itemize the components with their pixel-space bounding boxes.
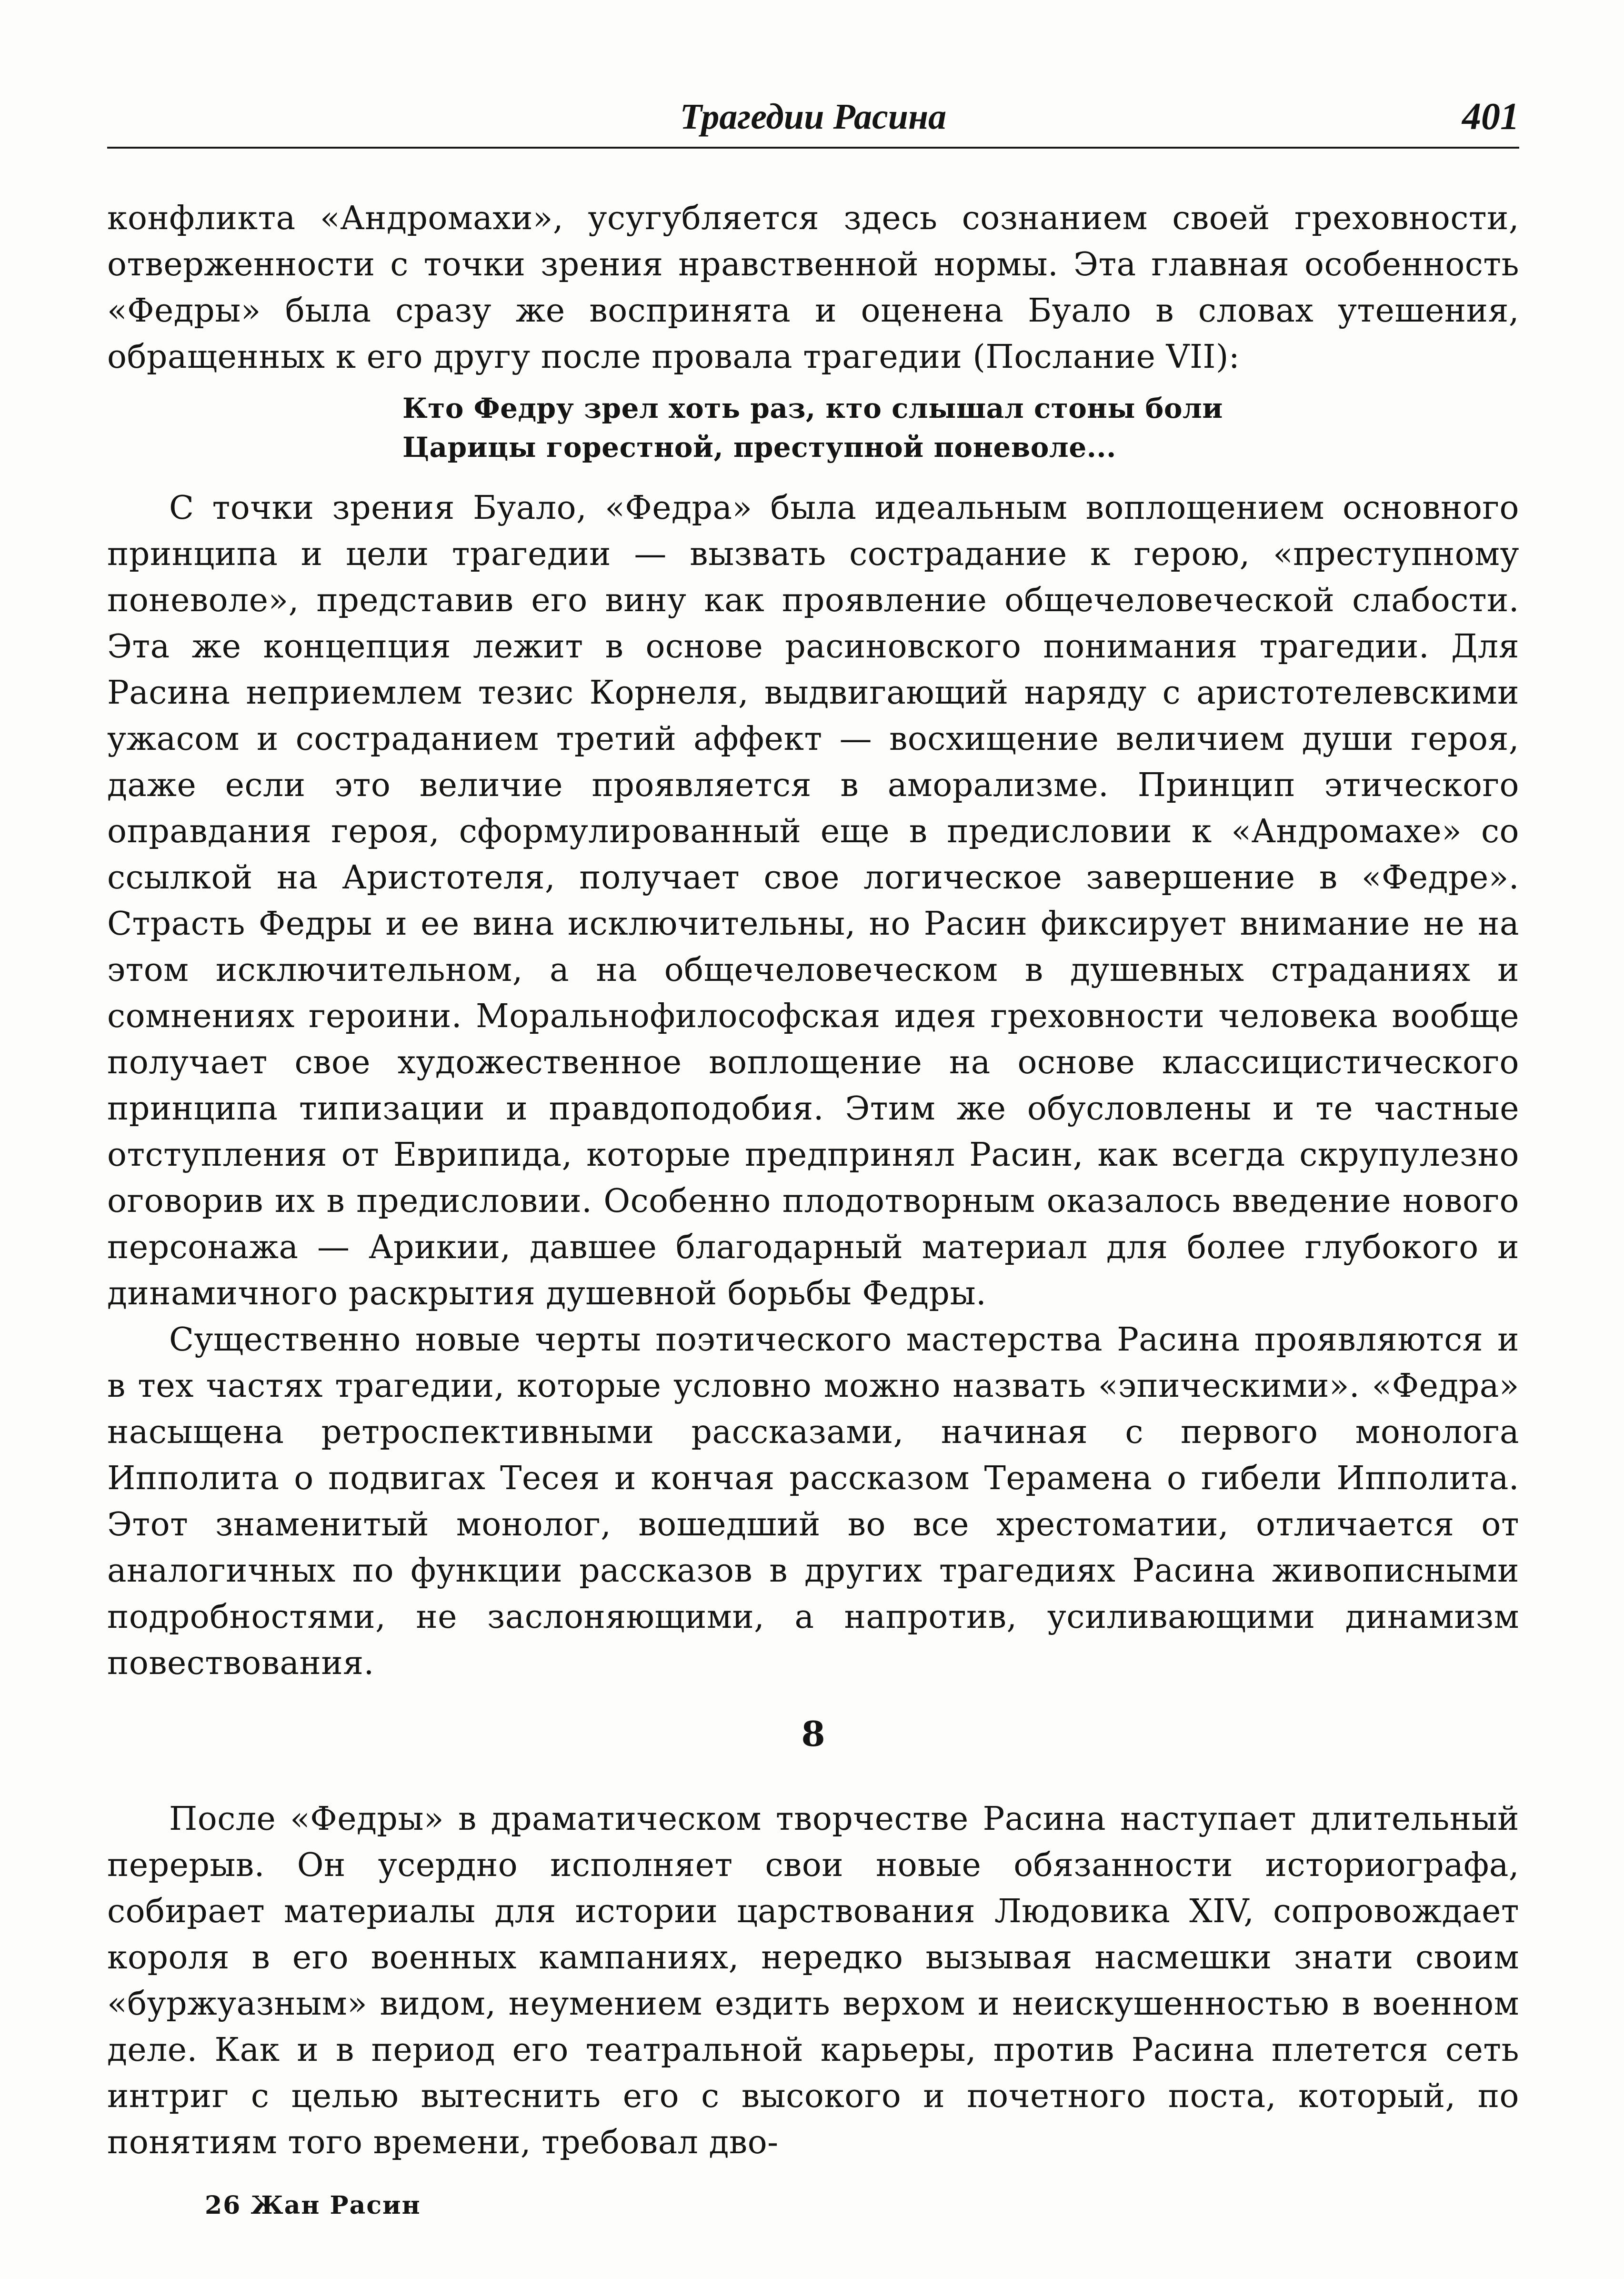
running-title: Трагедии Расина [680,97,947,137]
verse-line-2: Царицы горестной, преступной поневоле... [402,431,1116,464]
main-text [107,195,1519,1686]
printer-signature: 26 Жан Расин [205,2191,421,2220]
header-rule [107,147,1519,149]
paragraph-after-phaedra: После «Федры» в драматическом творчестве Расина наступает длительный перерыв. Он усердно исполняет свои новые обязанности историографа, собирает материалы для истории царствования Людовика XIV, сопровождает короля в его военных кампаниях, нередко вызывая насмешки знати своим «буржуазным» видом, неумением ездить верхом и неискушенностью в военном деле. Как и в период его театральной карьеры, против Расина плетется сеть интриг с целью вытеснить его с высокого и почетного поста, который, по понятиям того времени, требовал дво- [107,1800,1519,2161]
section-text [107,1796,1519,2166]
paragraph-boileau: С точки зрения Буало, «Федра» была идеальным воплощением основного принципа и цели трагедии — вызвать сострадание к герою, «преступному поневоле», представив его вину как проявление общечеловеческой слабости. Эта же концепция лежит в основе расиновского понимания трагедии. Для Расина неприемлем тезис Корнеля, выдвигающий наряду с аристотелевскими ужасом и состраданием третий аффект — восхищение величием души героя, даже если это величие проявляется в аморализме. Принцип этического оправдания героя, сформулированный еще в предисловии к «Андромахе» со ссылкой на Аристотеля, получает свое логическое завершение в «Федре». Страсть Федры и ее вина исключительны, но Расин фиксирует внимание не на этом исключительном, а на общечеловеческом в душевных страданиях и сомнениях героини. Моральнофилософская идея греховности человека вообще получает свое художественное воплощение на основе классицистического принципа типизации и правдоподобия. Этим же обусловлены и те частные отступления от Еврипида, которые предпринял Расин, как всегда скрупулезно оговорив их в предисловии. Особенно плодотворным оказалось введение нового персонажа — Арикии, давшее благодарный материал для более глубокого и динамичного раскрытия душевной борьбы Федры. [107,489,1519,1312]
verse-line-1: Кто Федру зрел хоть раз, кто слышал стоны боли [402,392,1223,424]
running-head [107,91,1519,152]
paragraph-intro: конфликта «Андромахи», усугубляется здесь сознанием своей греховности, отверженности с точки зрения нравственной нормы. Эта главная особенность «Федры» была сразу же воспринята и оценена Буало в словах утешения, обращенных к его другу после провала трагедии (Послание VII): [107,200,1519,376]
verse-quote [402,389,1519,467]
section-number: 8 [801,1714,825,1754]
page-number: 401 [1462,96,1519,138]
paragraph-epic: Существенно новые черты поэтического мастерства Расина проявляются и в тех частях трагедии, которые условно можно назвать «эпическими». «Федра» насыщена ретроспективными рассказами, начиная с первого монолога Ипполита о подвигах Тесея и кончая рассказом Терамена о гибели Ипполита. Этот знаменитый монолог, вошедший во все хрестоматии, отличается от аналогичных по функции рассказов в других трагедиях Расина живописными подробностями, не заслоняющими, а напротив, усиливающими динамизм повествования. [107,1321,1519,1682]
